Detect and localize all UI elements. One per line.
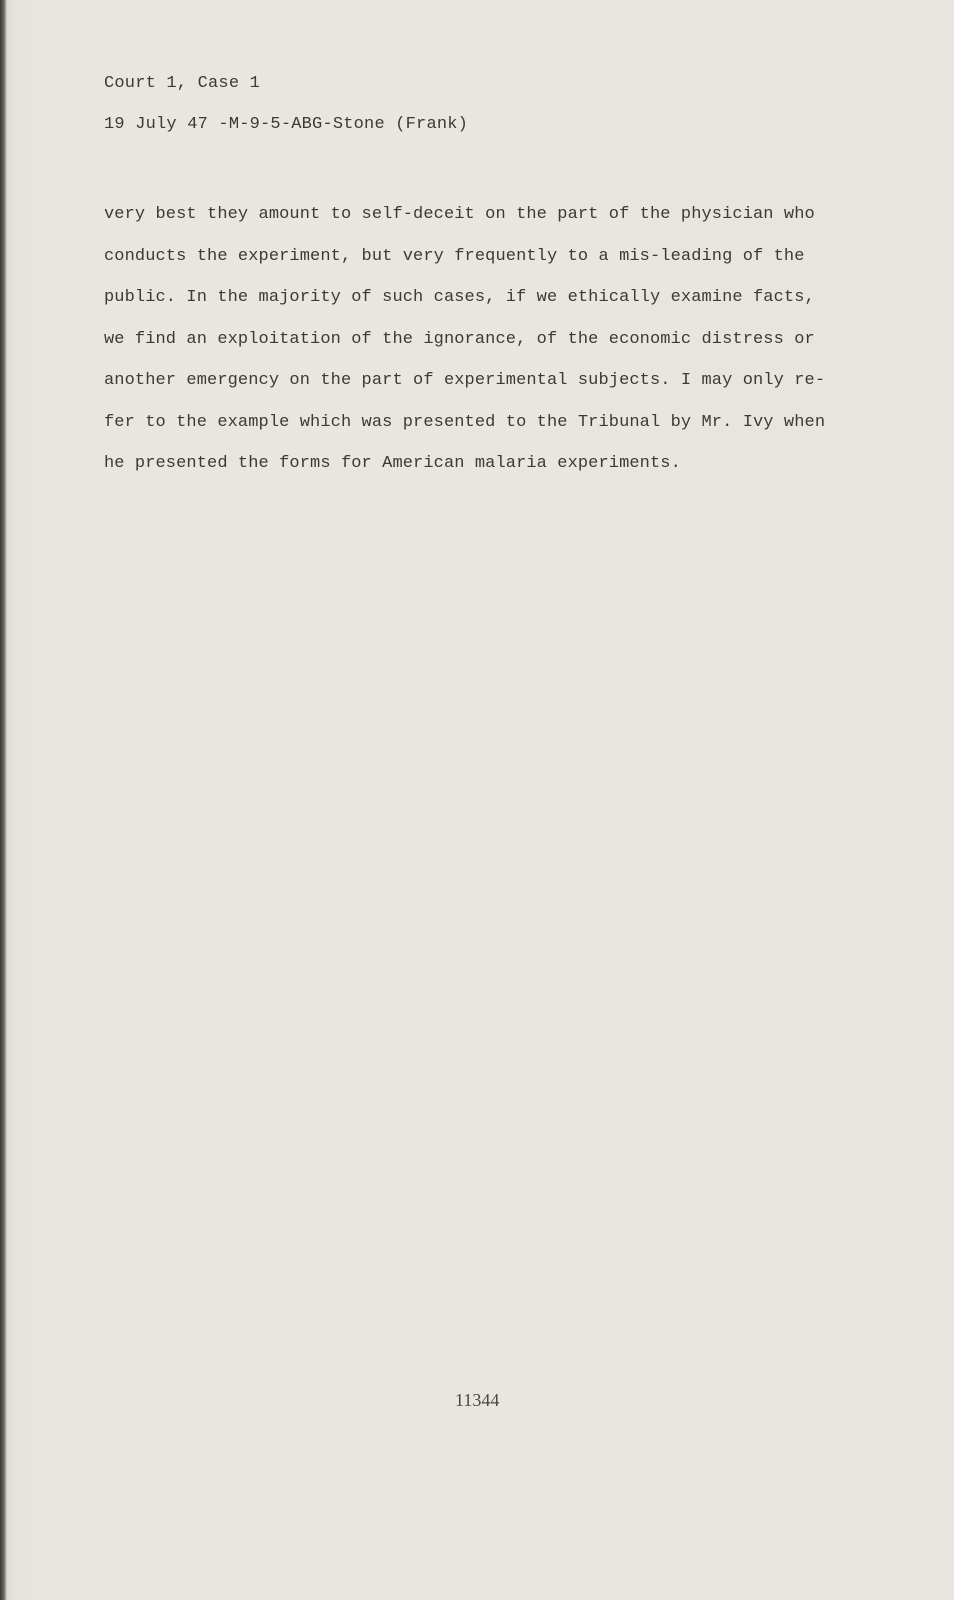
body-line: fer to the example which was presented to the Tribunal by Mr. Ivy when (104, 412, 826, 432)
body-line: we find an exploitation of the ignorance, of the economic distress or (104, 329, 815, 349)
body-line: very best they amount to self-deceit on the part of the physician who (104, 205, 815, 224)
transcript-reference: 19 July 47 -M-9-5-ABG-Stone (Frank) (104, 115, 469, 134)
transcript-body (104, 194, 844, 485)
body-line: public. In the majority of such cases, if we ethically examine facts, (104, 288, 815, 307)
page-left-edge (0, 0, 7, 1600)
body-line: another emergency on the part of experimental subjects. I may only re- (104, 371, 826, 390)
body-line: he presented the forms for American malaria experiments. (104, 454, 681, 473)
page-number: 11344 (455, 1390, 500, 1410)
court-case-header: Court 1, Case 1 (104, 74, 261, 93)
body-line: conducts the experiment, but very frequently to a mis-leading of the (104, 246, 805, 266)
